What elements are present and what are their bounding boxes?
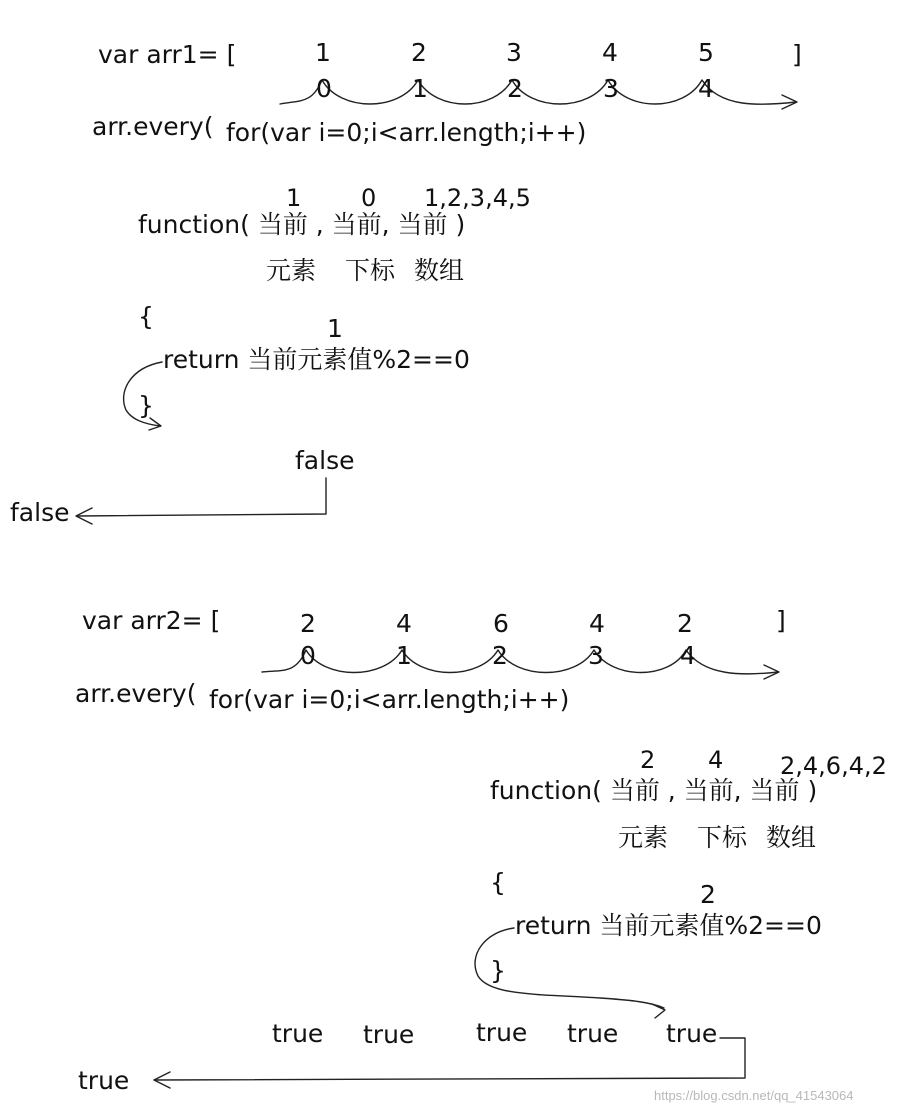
top-for-loop: for(var i=0;i<arr.length;i++) [226, 118, 587, 147]
watermark: https://blog.csdn.net/qq_41543064 [654, 1088, 854, 1103]
bottom-array-value: 2 [677, 609, 693, 638]
bottom-array-index: 4 [680, 641, 696, 670]
top-array-declaration: var arr1= [ [98, 40, 237, 69]
bottom-array-index: 2 [492, 641, 508, 670]
bottom-return-value: 2 [700, 880, 716, 909]
bottom-label-index: 下标 [697, 823, 748, 852]
top-array-index: 1 [412, 74, 428, 103]
top-array-value: 2 [411, 38, 427, 67]
bottom-array-declaration: var arr2= [ [82, 606, 221, 635]
top-close-brace: } [138, 391, 154, 420]
bottom-array-close-bracket: ] [776, 606, 786, 635]
top-arg-array: 1,2,3,4,5 [424, 184, 531, 212]
top-array-index: 3 [603, 74, 619, 103]
bottom-step-result: true [363, 1020, 415, 1049]
bottom-array-index: 3 [588, 641, 604, 670]
bottom-step-result: true [272, 1019, 324, 1048]
top-array-value: 5 [698, 38, 714, 67]
bottom-arg-array: 2,4,6,4,2 [780, 752, 887, 780]
bottom-label-element: 元素 [618, 823, 669, 852]
bottom-open-brace: { [490, 868, 506, 897]
top-label-index: 下标 [345, 256, 396, 285]
top-arg-index: 0 [361, 184, 377, 212]
bottom-close-brace: } [490, 956, 506, 985]
bottom-array-value: 2 [300, 609, 316, 638]
bottom-every-call: arr.every( [75, 679, 197, 708]
top-false-line [78, 478, 326, 516]
bottom-final-result: true [78, 1066, 130, 1095]
bottom-step-result: true [567, 1019, 619, 1048]
top-array-close-bracket: ] [792, 40, 802, 69]
bottom-array-value: 4 [396, 609, 412, 638]
bottom-function-signature: function( 当前 , 当前, 当前 ) [490, 776, 818, 805]
top-array-value: 4 [602, 38, 618, 67]
bottom-for-loop: for(var i=0;i<arr.length;i++) [209, 685, 570, 714]
bottom-array-value: 6 [493, 609, 509, 638]
bottom-arg-element: 2 [640, 746, 656, 774]
top-array-index: 2 [507, 74, 523, 103]
top-final-result: false [10, 498, 70, 527]
bottom-step-result: true [666, 1019, 718, 1048]
bottom-arg-index: 4 [708, 746, 724, 774]
bottom-loop-arcs [262, 650, 778, 674]
top-array-value: 3 [506, 38, 522, 67]
top-array-index: 0 [316, 74, 332, 103]
top-arg-element: 1 [286, 184, 302, 212]
bottom-label-array: 数组 [766, 823, 817, 852]
top-label-array: 数组 [414, 256, 465, 285]
top-return-statement: return 当前元素值%2==0 [163, 345, 470, 374]
top-open-brace: { [138, 302, 154, 331]
bottom-array-index: 1 [396, 641, 412, 670]
top-function-signature: function( 当前 , 当前, 当前 ) [138, 210, 466, 239]
bottom-array-value: 4 [589, 609, 605, 638]
bottom-array-index: 0 [300, 641, 316, 670]
top-label-element: 元素 [266, 256, 317, 285]
top-loop-arcs [280, 80, 796, 104]
top-return-value: 1 [327, 314, 343, 343]
top-array-index: 4 [698, 74, 714, 103]
bottom-true-line [154, 1038, 745, 1080]
bottom-step-result: true [476, 1018, 528, 1047]
top-step-result: false [295, 446, 355, 475]
bottom-return-statement: return 当前元素值%2==0 [515, 911, 822, 940]
top-every-call: arr.every( [92, 112, 214, 141]
top-array-value: 1 [315, 38, 331, 67]
